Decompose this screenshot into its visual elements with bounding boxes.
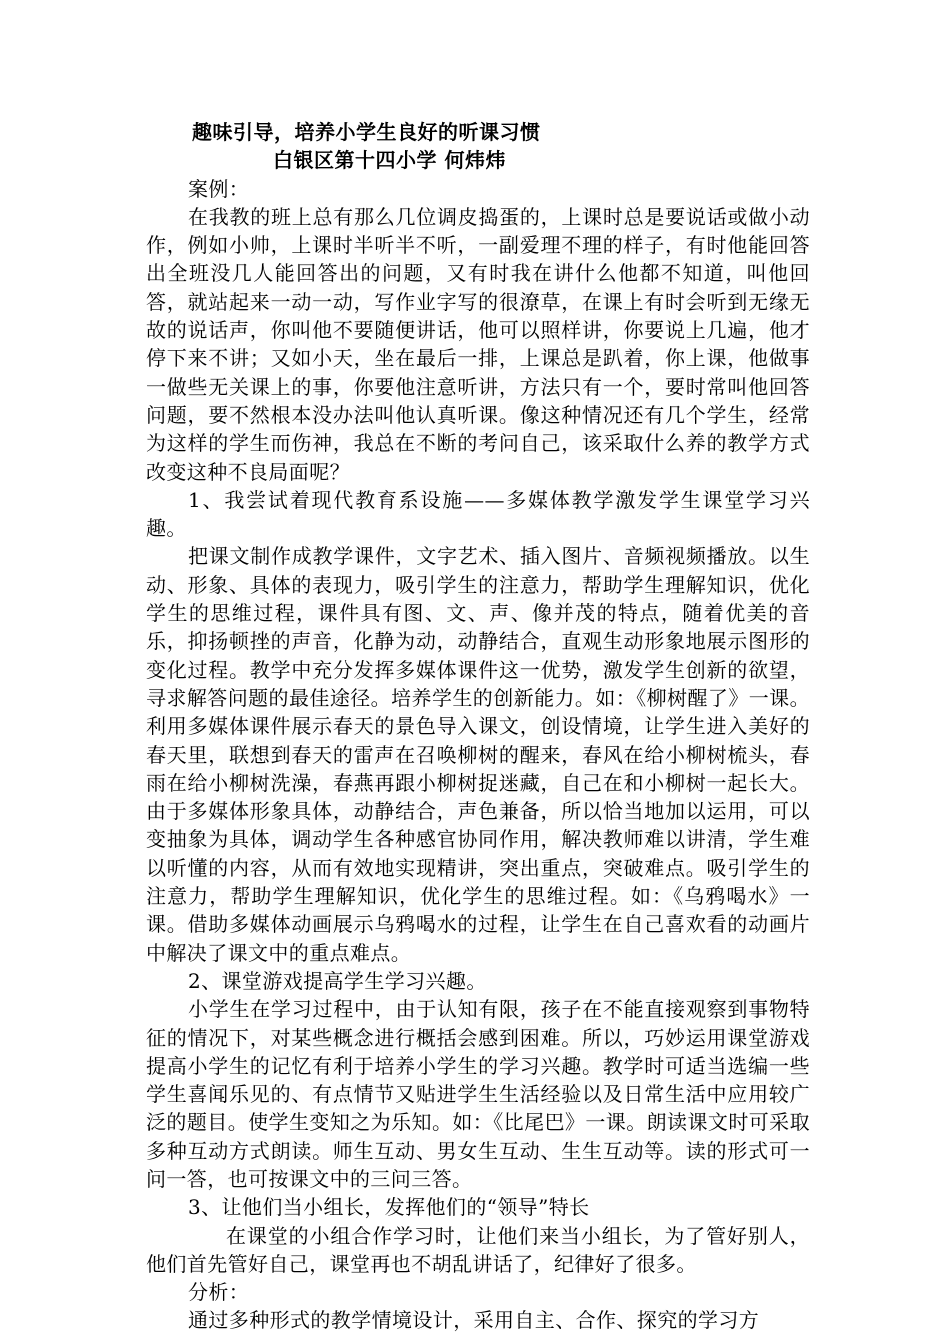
- document-title: 趣味引导，培养小学生良好的听课习惯: [192, 120, 541, 144]
- section-heading-1: 1、我尝试着现代教育系设施——多媒体教学激发学生课堂学习兴趣。: [146, 487, 810, 541]
- section-heading-3: 3、让他们当小组长，发挥他们的“领导”特长: [188, 1195, 590, 1220]
- analysis-paragraph: 通过多种形式的教学情境设计，采用自主、合作、探究的学习方: [188, 1308, 760, 1333]
- section-heading-2: 2、课堂游戏提高学生学习兴趣。: [188, 968, 487, 993]
- author-line: 白银区第十四小学 何炜炜: [273, 148, 506, 173]
- analysis-label: 分析：: [188, 1280, 250, 1305]
- section-paragraph-3: 在课堂的小组合作学习时，让他们来当小组长，为了管好别人，他们首先管好自己，课堂再也不胡乱讲话了，纪律好了很多。: [146, 1223, 810, 1276]
- case-paragraph: 在我教的班上总有那么几位调皮捣蛋的，上课时总是要说话或做小动作，例如小帅，上课时半听半不听，一副爱理不理的样子，有时他能回答出全班没几人能回答出的问题，又有时我在讲什么他都不知道，叫他回答，就站起来一动一动，写作业字写的很潦草，在课上有时会听到无缘无故的说话声，你叫他不要随便讲话，他可以照样讲，你要说上几遍，他才停下来不讲；又如小天，坐在最后一排，上课总是趴着，你上课，他做事一做些无关课上的事，你要他注意听讲，方法只有一个，要时常叫他回答问题，要不然根本没办法叫他认真听课。像这种情况还有几个学生，经常为这样的学生而伤神，我总在不断的考问自己，该采取什么养的教学方式改变这种不良局面呢？: [146, 204, 810, 484]
- case-label: 案例：: [188, 176, 250, 201]
- document-body: [146, 118, 810, 1335]
- section-paragraph-2: 小学生在学习过程中，由于认知有限，孩子在不能直接观察到事物特征的情况下，对某些概念进行概括会感到困难。所以，巧妙运用课堂游戏提高小学生的记忆有利于培养小学生的学习兴趣。教学时可适当选编一些学生喜闻乐见的、有点情节又贴进学生生活经验以及日常生活中应用较广泛的题目。使学生变知之为乐知。如：《比尾巴》一课。朗读课文时可采取多种互动方式朗读。师生互动、男女生互动、生生互动等。读的形式可一问一答，也可按课文中的三问三答。: [146, 997, 810, 1191]
- section-paragraph-1: 把课文制作成教学课件，文字艺术、插入图片、音频视频播放。以生动、形象、具体的表现力，吸引学生的注意力，帮助学生理解知识，优化学生的思维过程，课件具有图、文、声、像并茂的特点，随着优美的音乐，抑扬顿挫的声音，化静为动，动静结合，直观生动形象地展示图形的变化过程。教学中充分发挥多媒体课件这一优势，激发学生创新的欲望，寻求解答问题的最佳途径。培养学生的创新能力。如：《柳树醒了》一课。利用多媒体课件展示春天的景色导入课文，创设情境，让学生进入美好的春天里，联想到春天的雷声在召唤柳树的醒来，春风在给小柳树梳头，春雨在给小柳树洗澡，春燕再跟小柳树捉迷藏，自己在和小柳树一起长大。由于多媒体形象具体，动静结合，声色兼备，所以恰当地加以运用，可以变抽象为具体，调动学生各种感官协同作用，解决教师难以讲清，学生难以听懂的内容，从而有效地实现精讲，突出重点，突破难点。吸引学生的注意力，帮助学生理解知识，优化学生的思维过程。如：《乌鸦喝水》一课。借助多媒体动画展示乌鸦喝水的过程，让学生在自己喜欢看的动画片中解决了课文中的重点难点。: [146, 544, 810, 965]
